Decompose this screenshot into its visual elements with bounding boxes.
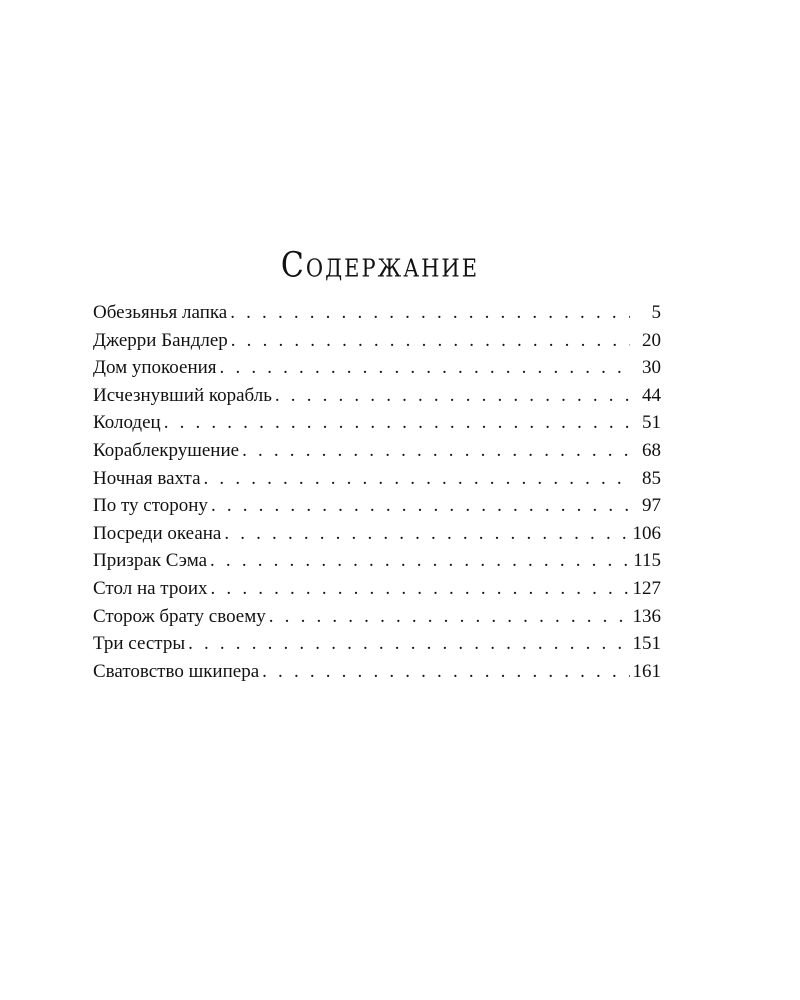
toc-entry-page: 20 [642, 329, 661, 351]
toc-entry-title: Призрак Сэма [93, 550, 208, 572]
toc-entry-title: Джерри Бандлер [93, 329, 228, 351]
toc-entry[interactable] [93, 354, 661, 382]
toc-leader-dots [211, 575, 630, 603]
toc-leader-dots [230, 299, 630, 327]
toc-entry-page: 44 [642, 384, 661, 406]
toc-leader-dots [231, 327, 630, 355]
toc-entry[interactable] [93, 409, 661, 437]
toc-leader-dots [242, 437, 630, 465]
toc-entry[interactable] [93, 658, 661, 686]
toc-entry-title: Сторож брату своему [93, 605, 266, 627]
toc-leader-dots [188, 630, 629, 658]
toc-entry-page: 68 [642, 439, 661, 461]
toc-entry-title: Ночная вахта [93, 467, 201, 489]
toc-entry-page: 151 [632, 633, 661, 655]
toc-entry-title: Дом упокоения [93, 357, 217, 379]
page-title: Содержание [280, 245, 480, 286]
toc-entry-page: 161 [632, 660, 661, 682]
toc-entry[interactable] [93, 437, 661, 465]
toc-entry[interactable] [93, 630, 661, 658]
toc-entry-title: Исчезнувший корабль [93, 384, 272, 406]
toc-leader-dots [275, 382, 630, 410]
toc-entry-page: 97 [642, 495, 661, 517]
toc-entry-page: 51 [642, 412, 661, 434]
toc-leader-dots [204, 465, 630, 493]
toc-entry-page: 106 [632, 522, 661, 544]
toc-entry-title: Обезьянья лапка [93, 302, 228, 323]
toc-entry-title: Посреди океана [93, 522, 222, 544]
toc-entry-title: По ту сторону [93, 495, 208, 517]
toc-leader-dots [164, 409, 630, 437]
toc-entry[interactable] [93, 492, 661, 520]
toc-entry-page: 85 [642, 467, 661, 489]
toc-entry[interactable] [93, 547, 661, 575]
toc-entry[interactable] [93, 299, 661, 327]
toc-entry-page: 127 [632, 577, 661, 599]
toc-entry-page: 30 [642, 357, 661, 379]
toc-entry-title: Колодец [93, 412, 161, 434]
toc-entry-title: Стол на троих [93, 577, 208, 599]
toc-leader-dots [220, 354, 630, 382]
toc-entry-title: Сватовство шкипера [93, 660, 260, 682]
table-of-contents [93, 299, 661, 685]
toc-leader-dots [210, 547, 630, 575]
toc-leader-dots [224, 520, 629, 548]
toc-entry-page: 5 [651, 302, 661, 323]
toc-leader-dots [211, 492, 630, 520]
toc-leader-dots [262, 658, 629, 686]
toc-entry-title: Три сестры [93, 633, 186, 655]
toc-leader-dots [269, 603, 630, 631]
toc-entry-title: Кораблекрушение [93, 439, 240, 461]
toc-entry[interactable] [93, 327, 661, 355]
toc-entry[interactable] [93, 603, 661, 631]
toc-entry[interactable] [93, 465, 661, 493]
toc-entry-page: 115 [633, 550, 661, 572]
toc-entry[interactable] [93, 382, 661, 410]
toc-entry-page: 136 [632, 605, 661, 627]
toc-entry[interactable] [93, 575, 661, 603]
toc-entry[interactable] [93, 520, 661, 548]
